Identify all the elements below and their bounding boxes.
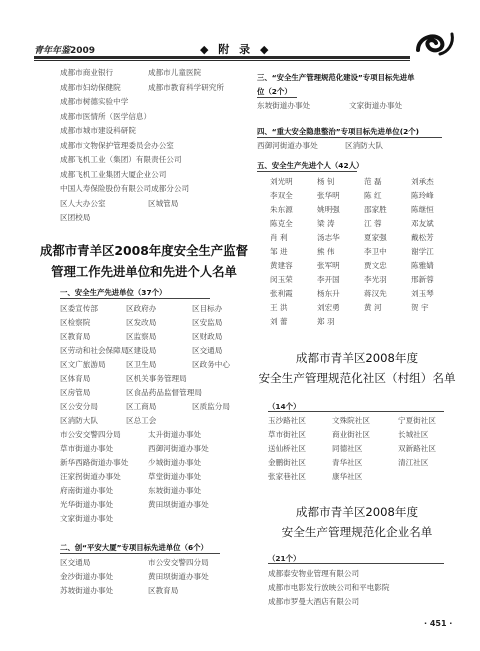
section-heading: 一、安全生产先进单位（37个）	[60, 288, 167, 297]
person-name: 黄建容	[270, 261, 293, 270]
person-name: 李卫中	[364, 247, 387, 256]
list-item: 黄田坝街道办事处	[148, 572, 209, 581]
list-item: 区食品药品监督管理局	[126, 388, 202, 397]
list-row: 中国人寿保险股份有限公司成都分公司	[60, 184, 190, 193]
community-item: 康华社区	[332, 472, 363, 481]
sec2-grid	[60, 557, 260, 601]
sec5-people-grid	[270, 176, 450, 336]
section-underline	[268, 411, 444, 412]
header-rule	[34, 56, 410, 59]
person-name: 陈克全	[270, 219, 293, 228]
list-item: 苏坡街道办事处	[60, 586, 114, 595]
community-item: 青华社区	[332, 458, 363, 467]
list-item: 黄田坝街道办事处	[148, 500, 209, 509]
person-name: 江 蓉	[364, 219, 382, 228]
list-item: 东坡街道办事处	[148, 486, 202, 495]
person-name: 李双全	[270, 191, 293, 200]
enterprise-list	[268, 568, 468, 612]
enterprise-count: （21个）	[268, 554, 301, 563]
list-item: 区交通局	[60, 558, 91, 567]
list-item: 汪家拐街道办事处	[60, 472, 121, 481]
list-row: 成都市城市建设科研院	[60, 126, 136, 135]
list-row: 区城管局	[148, 198, 179, 208]
community-item: 金鹏街社区	[268, 458, 306, 467]
list-item: 少城街道办事处	[148, 458, 202, 467]
community-item: 张家巷社区	[268, 472, 306, 481]
list-item: 太升街道办事处	[148, 430, 202, 439]
list-item: 区检察院	[60, 318, 91, 327]
person-name: 汤志华	[317, 233, 340, 242]
enterprise-item: 成都市罗曼大酒店有限公司	[268, 597, 360, 606]
list-item: 西御河街道办事处	[257, 141, 318, 150]
list-item: 草堂街道办事处	[148, 472, 202, 481]
swirl-logo-icon	[412, 26, 456, 60]
section-heading: 四、“重大安全隐患整治”专项目标先进单位(2个)	[257, 127, 420, 136]
main-title-left	[38, 240, 250, 282]
list-item: 区消防大队	[60, 416, 98, 425]
person-name: 邹 进	[270, 247, 288, 256]
section-underline	[268, 563, 444, 564]
sec1-grid3	[60, 303, 260, 433]
list-item: 市公安交警四分局	[148, 558, 209, 567]
person-name: 陈继恒	[411, 205, 434, 214]
list-item: 区文广旅游局	[60, 360, 106, 369]
list-row: 成都市妇幼保健院	[60, 82, 121, 92]
community-item: 清江社区	[398, 458, 429, 467]
list-item: 区教育局	[148, 586, 179, 595]
person-name: 陈雅婧	[411, 261, 434, 270]
list-item: 区安监局	[192, 318, 223, 327]
list-item: 府南街道办事处	[60, 486, 114, 495]
list-item: 草市街道办事处	[60, 444, 114, 453]
person-name: 范 磊	[364, 177, 382, 186]
section-underline	[257, 171, 357, 172]
person-name: 张军明	[317, 261, 340, 270]
list-row: 区团校局	[60, 213, 91, 222]
community-title-line1: 成都市青羊区2008年度	[295, 351, 419, 365]
community-count: （14个）	[268, 402, 301, 411]
list-item: 区工商局	[126, 402, 157, 411]
community-item: 同德社区	[332, 444, 363, 453]
list-item: 区交通局	[192, 346, 223, 355]
community-item: 商业街社区	[332, 430, 370, 439]
list-item: 区发改局	[126, 318, 157, 327]
list-item: 区目标办	[192, 304, 223, 313]
list-row: 成都市文物保护管理委员会办公室	[60, 140, 174, 150]
section-heading: 三、“安全生产管理规范化建设”专项目标先进单	[257, 73, 415, 82]
list-item: 区机关事务管理局	[126, 374, 187, 383]
list-item: 区委宣传部	[60, 304, 98, 313]
person-name: 蒋汉先	[364, 289, 387, 298]
person-name: 黄 河	[364, 303, 382, 312]
section-underline	[257, 97, 297, 98]
person-name: 贾文忠	[364, 261, 387, 270]
list-item: 区公安分局	[60, 402, 98, 411]
person-name: 邵家胜	[364, 205, 387, 214]
page-header	[0, 0, 480, 60]
person-name: 郑 羽	[317, 317, 335, 326]
list-row: 成都市树德实验中学	[60, 97, 129, 106]
yearbook-year: 2009	[70, 46, 96, 56]
enterprise-title-line1: 成都市青羊区2008年度	[295, 505, 419, 519]
list-item: 西御河街道办事处	[148, 444, 209, 453]
enterprise-title-line2: 安全生产管理规范化企业名单	[281, 525, 433, 539]
section-underline	[60, 298, 210, 299]
list-item: 区卫生局	[126, 360, 157, 369]
person-name: 谢学江	[411, 247, 434, 256]
person-name: 王 洪	[270, 303, 288, 312]
enterprise-title	[252, 502, 462, 542]
list-item: 新华西路街道办事处	[60, 458, 129, 467]
person-name: 李光羽	[364, 275, 387, 284]
person-name: 张利霞	[270, 289, 293, 298]
list-item: 文家街道办事处	[60, 514, 114, 523]
yearbook-title: 青年年鉴	[34, 46, 71, 56]
list-item: 东坡街道办事处	[257, 101, 311, 110]
list-item: 区消防大队	[345, 141, 383, 150]
person-name: 杨 钊	[317, 177, 335, 186]
header-rule-thin	[34, 60, 410, 61]
community-item: 长城社区	[398, 430, 429, 439]
person-name: 肖 利	[270, 233, 288, 242]
community-item: 草市街社区	[268, 430, 306, 439]
main-title-line2: 管理工作先进单位和先进个人名单	[51, 264, 237, 279]
list-item: 区教育局	[60, 332, 91, 341]
person-name: 杨东升	[317, 289, 340, 298]
list-row: 成都飞机工业（集团）有限责任公司	[60, 155, 182, 164]
enterprise-item: 成都市电影发行放映公司和平电影院	[268, 583, 390, 592]
sec3-grid	[257, 100, 457, 112]
list-row: 成都飞机工业集团大厦企业公司	[60, 169, 167, 179]
person-name: 邢新蓉	[411, 275, 434, 284]
person-name: 陈 红	[364, 191, 382, 200]
community-item: 双新路社区	[398, 444, 436, 453]
list-item: 区财政局	[192, 332, 223, 341]
main-title-line1: 成都市青羊区2008年度安全生产监督	[40, 243, 248, 258]
list-item: 光华街道办事处	[60, 500, 114, 509]
section-heading: 五、安全生产先进个人（42人）	[257, 161, 364, 170]
person-name: 刘玉琴	[411, 289, 434, 298]
section-underline	[257, 137, 442, 138]
section-title: ◆ 附 录 ◆	[200, 43, 272, 56]
list-item: 区政府办	[126, 304, 157, 313]
person-name: 刘承杰	[411, 177, 434, 186]
list-item: 区监察局	[126, 332, 157, 341]
running-head	[34, 43, 95, 56]
list-item: 区质监分局	[192, 402, 230, 411]
list-item: 区总工会	[126, 416, 157, 425]
community-item: 玉沙路社区	[268, 416, 306, 425]
person-name: 梁 涛	[317, 219, 335, 228]
section-heading: 二、创“平安大厦”专项目标先进单位（6个）	[60, 543, 208, 552]
list-item: 金沙街道办事处	[60, 572, 114, 581]
list-row: 成都市教育科学研究所	[148, 82, 224, 92]
list-row: 成都市儿童医院	[148, 68, 202, 77]
person-name: 张华明	[317, 191, 340, 200]
person-name: 闵玉荣	[270, 275, 293, 284]
community-item: 宁夏街社区	[398, 416, 436, 425]
person-name: 刘光明	[270, 177, 293, 186]
list-row: 区人大办公室	[60, 198, 106, 208]
community-item: 送仙桥社区	[268, 444, 306, 453]
community-title-line2: 安全生产管理规范化社区（村组）名单	[258, 371, 456, 385]
person-name: 李开国	[317, 275, 340, 284]
person-name: 朱东源	[270, 205, 293, 214]
list-row: 成都市商业银行	[60, 68, 114, 77]
person-name: 夏家强	[364, 233, 387, 242]
section-heading-cont: 位（2个）	[257, 87, 292, 96]
page-number: · 451 ·	[424, 619, 453, 628]
community-grid	[268, 415, 458, 487]
list-item: 区房管局	[60, 388, 91, 397]
list-item: 区建设局	[126, 346, 157, 355]
person-name: 陈玲峰	[411, 191, 434, 200]
person-name: 戴松芳	[411, 233, 434, 242]
community-title	[252, 348, 462, 388]
list-item: 文家街道办事处	[349, 101, 403, 110]
person-name: 邓友斌	[411, 219, 434, 228]
person-name: 刘宏勇	[317, 303, 340, 312]
sec1-grid2	[60, 429, 260, 529]
list-item: 区政务中心	[192, 360, 230, 369]
community-item: 文殊院社区	[332, 416, 370, 425]
list-item: 市公安交警四分局	[60, 430, 121, 439]
sec4-grid	[257, 140, 457, 152]
person-name: 姚明强	[317, 205, 340, 214]
enterprise-item: 成都泰安物业管理有限公司	[268, 569, 360, 578]
list-item: 区体育局	[60, 374, 91, 383]
person-name: 贺 宇	[411, 303, 429, 312]
list-row: 成都市医情所（医学信息）	[60, 111, 152, 121]
person-name: 熊 伟	[317, 247, 335, 256]
section-underline	[60, 553, 220, 554]
person-name: 刘 蕾	[270, 317, 288, 326]
list-item: 区劳动和社会保障局	[60, 346, 129, 355]
